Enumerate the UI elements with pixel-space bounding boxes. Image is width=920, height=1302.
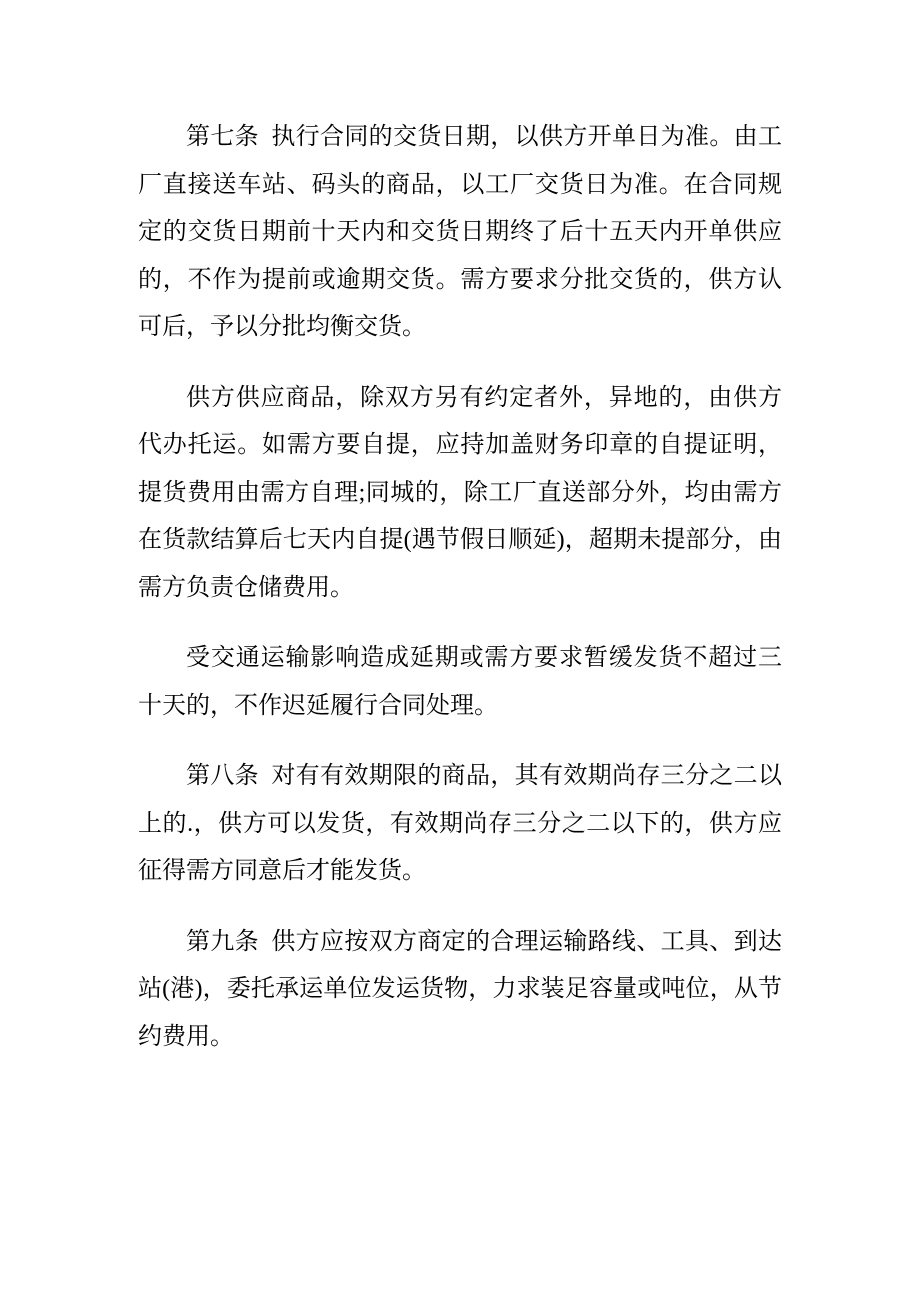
paragraph-clause-7-delay: 受交通运输影响造成延期或需方要求暂缓发货不超过三十天的，不作迟延履行合同处理。 [138, 645, 782, 719]
paragraph-clause-8: 第八条 对有有效期限的商品，其有效期尚存三分之二以上的.，供方可以发货，有效期尚存三分之二以下的，供方应征得需方同意后才能发货。 [138, 763, 782, 884]
paragraph-clause-7: 第七条 执行合同的交货日期，以供方开单日为准。由工厂直接送车站、码头的商品，以工厂交货日为准。在合同规定的交货日期前十天内和交货日期终了后十五天内开单供应的，不作为提前或逾期交货。需方要求分批交货的，供方认可后，予以分批均衡交货。 [138, 124, 782, 340]
paragraph-clause-9: 第九条 供方应按双方商定的合理运输路线、工具、到达站(港)，委托承运单位发运货物，力求装足容量或吨位，从节约费用。 [138, 928, 782, 1050]
paragraph-clause-7-pickup: 供方供应商品，除双方另有约定者外，异地的，由供方代办托运。如需方要自提，应持加盖财务印章的自提证明，提货费用由需方自理;同城的，除工厂直送部分外，均由需方在货款结算后七天内自提(遇节假日顺延)，超期未提部分，由需方负责仓储费用。 [138, 384, 782, 601]
